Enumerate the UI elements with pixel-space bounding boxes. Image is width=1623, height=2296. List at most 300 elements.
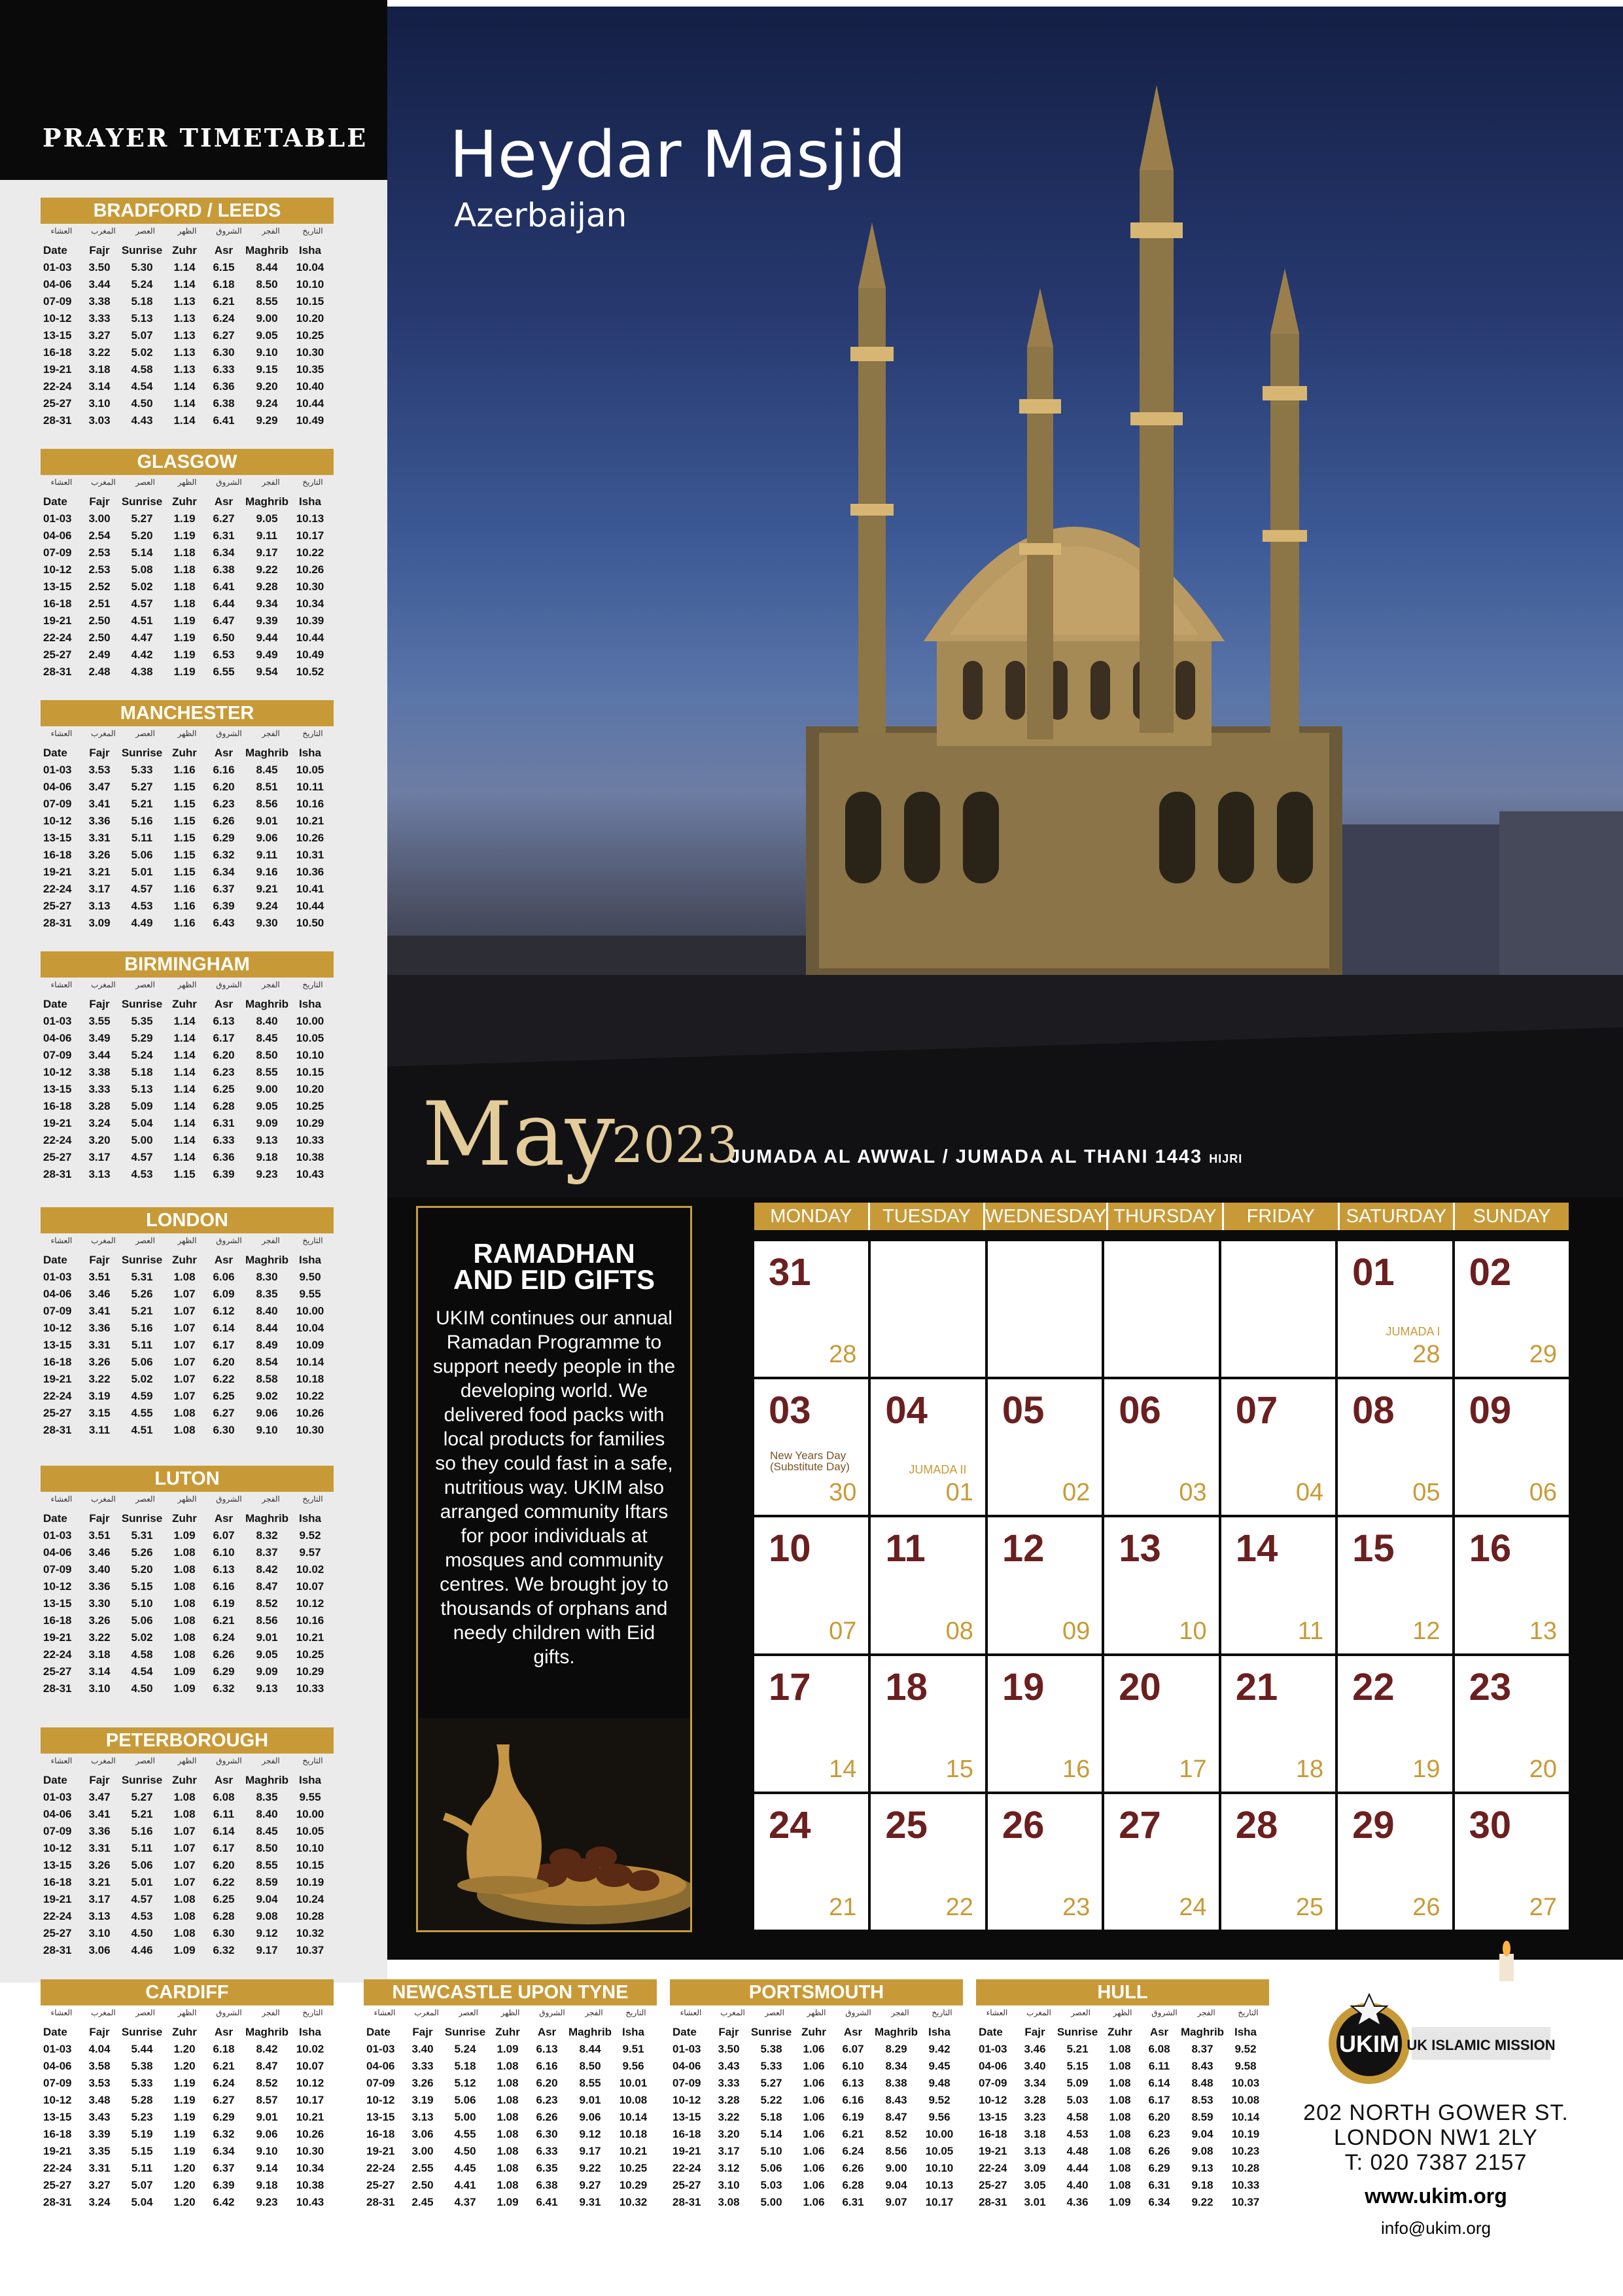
table-cell: 5.26 xyxy=(131,1546,153,1559)
table-cell: 9.04 xyxy=(256,1893,278,1905)
hijri-date: 19 xyxy=(1412,1755,1440,1783)
table-cell: 01-03 xyxy=(672,2043,701,2055)
calendar-empty-cell xyxy=(988,1241,1102,1377)
arabic-column-headers xyxy=(41,226,334,242)
table-cell: 3.22 xyxy=(88,346,111,359)
table-cell: 13-15 xyxy=(43,1859,72,1871)
table-cell: 07-09 xyxy=(43,1049,72,1061)
table-cell: 10.33 xyxy=(1231,2179,1260,2191)
table-cell: 10.43 xyxy=(296,2196,324,2208)
arabic-header: العشاء xyxy=(680,2008,702,2017)
table-cell: 3.26 xyxy=(88,849,111,861)
table-row xyxy=(670,2194,963,2211)
table-cell: 8.49 xyxy=(256,1339,278,1351)
table-cell: 8.45 xyxy=(256,1032,278,1044)
arabic-header: العصر xyxy=(135,729,155,738)
column-header: Sunrise xyxy=(121,747,163,759)
table-cell: 10-12 xyxy=(43,1842,72,1854)
table-cell: 10.12 xyxy=(296,1597,324,1610)
table-cell: 1.07 xyxy=(173,1288,196,1300)
table-cell: 3.55 xyxy=(88,1015,111,1027)
table-cell: 1.14 xyxy=(173,278,196,291)
column-header: Isha xyxy=(621,2026,645,2038)
table-row xyxy=(41,378,334,395)
table-cell: 3.39 xyxy=(88,2128,111,2140)
table-cell: 6.33 xyxy=(536,2145,558,2157)
table-cell: 6.53 xyxy=(213,648,235,661)
hijri-month-start: JUMADA I xyxy=(1386,1325,1440,1338)
table-cell: 5.26 xyxy=(131,1288,153,1300)
table-cell: 1.06 xyxy=(803,2043,825,2055)
table-cell: 8.45 xyxy=(256,1825,278,1837)
hijri-date: 12 xyxy=(1412,1617,1440,1645)
table-cell: 10.30 xyxy=(296,1424,324,1436)
gregorian-date: 14 xyxy=(1235,1527,1278,1570)
timetable-city: GLASGOW xyxy=(41,449,334,475)
table-cell: 6.34 xyxy=(213,2145,235,2157)
table-cell: 6.32 xyxy=(213,2128,235,2140)
hijri-date: 25 xyxy=(1295,1893,1324,1921)
column-header: Asr xyxy=(843,2026,863,2038)
arabic-header: الشروق xyxy=(845,2008,871,2017)
table-row xyxy=(41,1629,334,1646)
table-cell: 25-27 xyxy=(43,1151,72,1163)
table-cell: 1.08 xyxy=(173,1808,196,1820)
table-cell: 1.08 xyxy=(497,2145,519,2157)
hijri-date: 02 xyxy=(1062,1479,1091,1507)
table-cell: 3.00 xyxy=(88,512,111,525)
table-cell: 6.13 xyxy=(536,2043,558,2055)
hijri-date: 29 xyxy=(1529,1341,1557,1369)
table-cell: 8.30 xyxy=(256,1271,278,1283)
table-cell: 6.18 xyxy=(213,278,235,291)
table-cell: 8.57 xyxy=(256,2094,278,2106)
column-header: Fajr xyxy=(89,495,110,508)
table-cell: 25-27 xyxy=(43,648,72,661)
table-row xyxy=(41,1891,334,1908)
table-cell: 9.10 xyxy=(256,2145,278,2157)
timetable-city: MANCHESTER xyxy=(41,700,334,726)
table-row xyxy=(41,1371,334,1388)
table-cell: 3.09 xyxy=(88,917,111,929)
table-cell: 10.29 xyxy=(296,1665,324,1678)
table-cell: 1.14 xyxy=(173,414,196,427)
column-header: Fajr xyxy=(89,998,110,1010)
column-header: Maghrib xyxy=(568,2026,612,2038)
table-cell: 1.19 xyxy=(173,648,196,661)
column-header: Isha xyxy=(928,2026,951,2038)
arabic-header: التاريخ xyxy=(302,980,323,989)
table-cell: 5.00 xyxy=(760,2196,782,2208)
table-row xyxy=(41,1013,334,1030)
table-cell: 10.00 xyxy=(296,1808,324,1820)
hijri-date: 05 xyxy=(1412,1479,1440,1507)
table-cell: 10.13 xyxy=(925,2179,954,2191)
gregorian-date: 04 xyxy=(885,1389,928,1432)
table-cell: 9.39 xyxy=(256,614,278,627)
calendar-empty-cell xyxy=(1104,1241,1218,1377)
arabic-header: العشاء xyxy=(50,1494,73,1504)
table-cell: 6.29 xyxy=(213,1665,235,1678)
table-cell: 5.19 xyxy=(131,2128,153,2140)
table-cell: 22-24 xyxy=(672,2162,701,2174)
table-cell: 5.11 xyxy=(131,1339,153,1351)
gregorian-date: 18 xyxy=(885,1665,928,1708)
table-cell: 9.29 xyxy=(256,414,278,427)
table-cell: 3.47 xyxy=(88,781,111,793)
table-cell: 1.08 xyxy=(1109,2179,1131,2191)
arabic-header: العصر xyxy=(135,1236,155,1245)
table-cell: 5.24 xyxy=(454,2043,476,2055)
arabic-header: الشروق xyxy=(216,478,242,487)
table-cell: 10.25 xyxy=(296,1648,324,1661)
table-cell: 1.08 xyxy=(173,1614,196,1627)
gregorian-date: 23 xyxy=(1469,1665,1512,1708)
table-cell: 10.24 xyxy=(296,1893,324,1905)
table-cell: 5.11 xyxy=(131,1842,153,1854)
arabic-header: المغرب xyxy=(91,1756,116,1765)
table-cell: 1.07 xyxy=(173,1373,196,1385)
hijri-date: 10 xyxy=(1179,1617,1207,1645)
table-cell: 6.33 xyxy=(213,363,235,376)
table-cell: 3.22 xyxy=(88,1631,111,1644)
table-cell: 10.11 xyxy=(296,781,324,793)
table-cell: 10.16 xyxy=(296,798,324,810)
table-cell: 07-09 xyxy=(43,546,72,559)
table-cell: 4.58 xyxy=(1066,2111,1089,2123)
table-cell: 1.06 xyxy=(803,2094,825,2106)
column-header: Zuhr xyxy=(172,1774,197,1786)
table-cell: 6.23 xyxy=(213,1066,235,1078)
table-cell: 9.44 xyxy=(256,631,278,644)
table-cell: 5.38 xyxy=(760,2043,782,2055)
table-row xyxy=(41,344,334,361)
table-cell: 8.44 xyxy=(256,261,278,274)
table-cell: 10.14 xyxy=(1231,2111,1260,2123)
table-cell: 9.21 xyxy=(256,883,278,895)
table-cell: 4.41 xyxy=(454,2179,476,2191)
table-cell: 8.37 xyxy=(256,1546,278,1559)
table-cell: 10.05 xyxy=(296,1032,324,1044)
table-cell: 1.08 xyxy=(497,2094,519,2106)
table-row xyxy=(976,2109,1269,2126)
table-cell: 9.09 xyxy=(256,1117,278,1129)
table-cell: 10.15 xyxy=(296,295,324,308)
logo-mark: UKIM xyxy=(1339,2030,1399,2057)
table-cell: 5.33 xyxy=(760,2060,782,2072)
table-cell: 10.26 xyxy=(296,832,324,844)
table-cell: 9.11 xyxy=(256,849,278,861)
table-cell: 5.29 xyxy=(131,1032,153,1044)
table-cell: 1.08 xyxy=(497,2060,519,2072)
table-cell: 9.34 xyxy=(256,597,278,610)
table-cell: 10.26 xyxy=(296,1407,324,1419)
table-cell: 6.10 xyxy=(842,2060,864,2072)
table-cell: 10.18 xyxy=(619,2128,648,2140)
table-cell: 22-24 xyxy=(43,1648,72,1661)
table-cell: 4.55 xyxy=(131,1407,153,1419)
table-cell: 1.18 xyxy=(173,546,196,559)
arabic-header: الشروق xyxy=(216,226,242,236)
table-cell: 10.30 xyxy=(296,580,324,593)
table-cell: 3.21 xyxy=(88,866,111,878)
table-cell: 19-21 xyxy=(43,1631,72,1644)
table-cell: 8.59 xyxy=(256,1876,278,1888)
column-headers xyxy=(41,2024,334,2041)
arabic-header: العصر xyxy=(135,226,155,236)
table-cell: 9.49 xyxy=(256,648,278,661)
timetable-city: BRADFORD / LEEDS xyxy=(41,198,334,224)
hijri-date: 30 xyxy=(829,1479,857,1507)
table-cell: 3.13 xyxy=(1024,2145,1046,2157)
table-cell: 1.14 xyxy=(173,1083,196,1095)
table-cell: 2.49 xyxy=(88,648,111,661)
column-header: Date xyxy=(43,1512,67,1525)
table-cell: 5.22 xyxy=(760,2094,782,2106)
table-cell: 9.55 xyxy=(299,1791,321,1803)
calendar-day xyxy=(754,1794,868,1930)
brand-bar xyxy=(0,0,387,180)
table-cell: 6.31 xyxy=(213,529,235,542)
arabic-header: العشاء xyxy=(50,729,73,738)
table-cell: 1.06 xyxy=(803,2111,825,2123)
table-cell: 5.07 xyxy=(131,329,153,342)
arabic-header: الظهر xyxy=(177,1756,197,1765)
arabic-header: العصر xyxy=(135,1494,155,1504)
table-cell: 10.21 xyxy=(296,1631,324,1644)
hero-photo xyxy=(387,7,1623,1197)
table-cell: 9.16 xyxy=(256,866,278,878)
table-cell: 9.48 xyxy=(928,2077,951,2089)
arabic-header: الفجر xyxy=(262,478,280,487)
table-cell: 8.50 xyxy=(256,1842,278,1854)
table-cell: 6.24 xyxy=(213,312,235,325)
table-cell: 10.16 xyxy=(296,1614,324,1627)
column-header: Zuhr xyxy=(801,2026,826,2038)
table-row xyxy=(41,276,334,293)
table-cell: 6.17 xyxy=(1148,2094,1170,2106)
table-cell: 10.50 xyxy=(296,917,324,929)
column-header: Zuhr xyxy=(172,2026,197,2038)
arabic-header: التاريخ xyxy=(625,2008,646,2017)
table-row xyxy=(364,2143,657,2160)
table-cell: 10.22 xyxy=(296,546,324,559)
table-cell: 07-09 xyxy=(43,295,72,308)
table-cell: 3.34 xyxy=(1024,2077,1046,2089)
column-header: Fajr xyxy=(89,244,110,256)
arabic-header: الفجر xyxy=(262,729,280,738)
column-header: Isha xyxy=(298,1254,322,1266)
table-cell: 9.02 xyxy=(256,1390,278,1402)
table-cell: 10.14 xyxy=(296,1356,324,1368)
table-cell: 10-12 xyxy=(979,2094,1007,2106)
table-cell: 8.37 xyxy=(1191,2043,1213,2055)
promo-box xyxy=(416,1206,692,1932)
promo-title-line2: AND EID GIFTS xyxy=(453,1264,655,1295)
table-cell: 6.31 xyxy=(842,2196,864,2208)
table-cell: 10-12 xyxy=(43,1322,72,1334)
hijri-date: 11 xyxy=(1297,1617,1324,1645)
table-row xyxy=(41,1578,334,1595)
table-cell: 13-15 xyxy=(979,2111,1007,2123)
arabic-header: الظهر xyxy=(1113,2008,1132,2017)
table-cell: 01-03 xyxy=(43,764,72,776)
table-cell: 3.51 xyxy=(88,1271,111,1283)
table-cell: 01-03 xyxy=(366,2043,395,2055)
table-cell: 1.08 xyxy=(497,2162,519,2174)
table-cell: 6.32 xyxy=(213,849,235,861)
table-cell: 10.08 xyxy=(619,2094,648,2106)
table-row xyxy=(364,2075,657,2092)
table-cell: 1.08 xyxy=(1109,2111,1131,2123)
column-header: Date xyxy=(43,998,67,1010)
column-header: Zuhr xyxy=(172,495,197,508)
table-cell: 3.08 xyxy=(718,2196,740,2208)
table-cell: 07-09 xyxy=(366,2077,395,2089)
column-header: Date xyxy=(672,2026,697,2038)
website-link[interactable]: www.ukim.org xyxy=(1365,2184,1507,2208)
gregorian-date: 12 xyxy=(1002,1527,1045,1570)
table-row xyxy=(41,663,334,680)
table-cell: 6.30 xyxy=(213,346,235,359)
table-row xyxy=(976,2143,1269,2160)
column-header: Zuhr xyxy=(172,1254,197,1266)
table-cell: 8.40 xyxy=(256,1305,278,1317)
timetable-city: CARDIFF xyxy=(41,1979,334,2005)
table-cell: 6.18 xyxy=(213,2043,235,2055)
table-cell: 4.57 xyxy=(131,597,153,610)
table-cell: 8.55 xyxy=(579,2077,601,2089)
table-cell: 10-12 xyxy=(43,2094,72,2106)
table-cell: 3.43 xyxy=(718,2060,740,2072)
arabic-header: التاريخ xyxy=(302,1494,323,1504)
table-cell: 28-31 xyxy=(43,1944,72,1956)
table-cell: 6.25 xyxy=(213,1893,235,1905)
table-cell: 1.06 xyxy=(803,2196,825,2208)
table-cell: 28-31 xyxy=(43,1424,72,1436)
arabic-column-headers xyxy=(41,2008,334,2024)
table-row xyxy=(41,1422,334,1439)
table-cell: 2.48 xyxy=(88,665,111,678)
table-cell: 4.53 xyxy=(131,1910,153,1922)
table-cell: 3.53 xyxy=(88,764,111,776)
table-cell: 8.35 xyxy=(256,1288,278,1300)
column-headers xyxy=(41,1510,334,1527)
table-cell: 8.32 xyxy=(256,1529,278,1542)
arabic-header: المغرب xyxy=(91,1236,116,1245)
table-cell: 6.34 xyxy=(1148,2196,1170,2208)
timetable-manchester xyxy=(41,700,334,932)
table-row xyxy=(364,2109,657,2126)
table-cell: 25-27 xyxy=(43,1927,72,1939)
calendar-empty-cell xyxy=(871,1241,985,1377)
table-cell: 4.50 xyxy=(454,2145,476,2157)
table-cell: 1.14 xyxy=(173,1134,196,1146)
table-cell: 6.28 xyxy=(213,1910,235,1922)
table-cell: 10.32 xyxy=(296,1927,324,1939)
table-cell: 10.28 xyxy=(296,1910,324,1922)
table-cell: 8.35 xyxy=(256,1791,278,1803)
table-cell: 3.18 xyxy=(88,1648,111,1661)
table-cell: 6.26 xyxy=(213,815,235,827)
table-cell: 1.07 xyxy=(173,1859,196,1871)
arabic-header: الفجر xyxy=(262,1756,280,1765)
table-cell: 8.47 xyxy=(885,2111,907,2123)
table-cell: 5.03 xyxy=(760,2179,782,2191)
table-cell: 10.02 xyxy=(296,2043,324,2055)
column-header: Asr xyxy=(214,747,234,759)
arabic-header: العصر xyxy=(1071,2008,1091,2017)
table-cell: 6.13 xyxy=(842,2077,864,2089)
table-row xyxy=(976,2075,1269,2092)
table-cell: 22-24 xyxy=(43,1910,72,1922)
table-cell: 10.07 xyxy=(296,1580,324,1593)
table-cell: 6.26 xyxy=(842,2162,864,2174)
table-row xyxy=(670,2177,963,2194)
table-cell: 1.08 xyxy=(1109,2043,1131,2055)
email-link[interactable]: info@ukim.org xyxy=(1380,2218,1491,2238)
table-cell: 3.41 xyxy=(88,1305,111,1317)
hijri-date: 03 xyxy=(1179,1479,1207,1507)
table-cell: 5.12 xyxy=(454,2077,476,2089)
table-cell: 1.14 xyxy=(173,397,196,410)
table-cell: 3.38 xyxy=(88,295,111,308)
calendar-day xyxy=(754,1517,868,1653)
column-header: Date xyxy=(43,244,67,256)
gregorian-date: 03 xyxy=(769,1389,811,1432)
table-cell: 10.13 xyxy=(296,512,324,525)
arabic-header: العشاء xyxy=(50,226,73,236)
table-cell: 4.37 xyxy=(454,2196,476,2208)
table-cell: 16-18 xyxy=(43,1356,72,1368)
table-cell: 6.30 xyxy=(213,1424,235,1436)
table-cell: 6.17 xyxy=(213,1032,235,1044)
table-cell: 1.15 xyxy=(173,798,196,810)
table-cell: 5.13 xyxy=(131,1083,153,1095)
table-cell: 1.08 xyxy=(173,1580,196,1593)
table-cell: 5.11 xyxy=(131,2162,153,2174)
table-cell: 6.34 xyxy=(213,546,235,559)
column-header: Isha xyxy=(298,495,322,508)
table-cell: 10.00 xyxy=(925,2128,954,2140)
arabic-header: التاريخ xyxy=(302,1236,323,1245)
column-header: Fajr xyxy=(718,2026,739,2038)
table-cell: 6.11 xyxy=(213,1808,235,1820)
table-cell: 6.16 xyxy=(213,1580,235,1593)
column-headers xyxy=(41,1252,334,1269)
table-row xyxy=(41,629,334,646)
weekday-wednesday: WEDNESDAY xyxy=(985,1203,1108,1230)
timetable-city: PETERBOROUGH xyxy=(41,1727,334,1754)
table-cell: 9.52 xyxy=(928,2094,951,2106)
gregorian-date: 25 xyxy=(885,1803,928,1846)
table-cell: 10.37 xyxy=(1231,2196,1260,2208)
table-cell: 3.28 xyxy=(88,1100,111,1112)
table-cell: 9.00 xyxy=(885,2162,907,2174)
table-cell: 9.11 xyxy=(256,529,278,542)
table-cell: 9.05 xyxy=(256,329,278,342)
table-cell: 6.16 xyxy=(842,2094,864,2106)
table-row xyxy=(41,1806,334,1823)
arabic-header: الشروق xyxy=(216,1756,242,1765)
column-header: Date xyxy=(43,495,67,508)
arabic-header: التاريخ xyxy=(302,2008,323,2017)
table-row xyxy=(41,915,334,932)
calendar-day xyxy=(1455,1379,1569,1515)
table-row xyxy=(41,2177,334,2194)
table-cell: 9.58 xyxy=(1234,2060,1257,2072)
table-cell: 1.14 xyxy=(173,261,196,274)
